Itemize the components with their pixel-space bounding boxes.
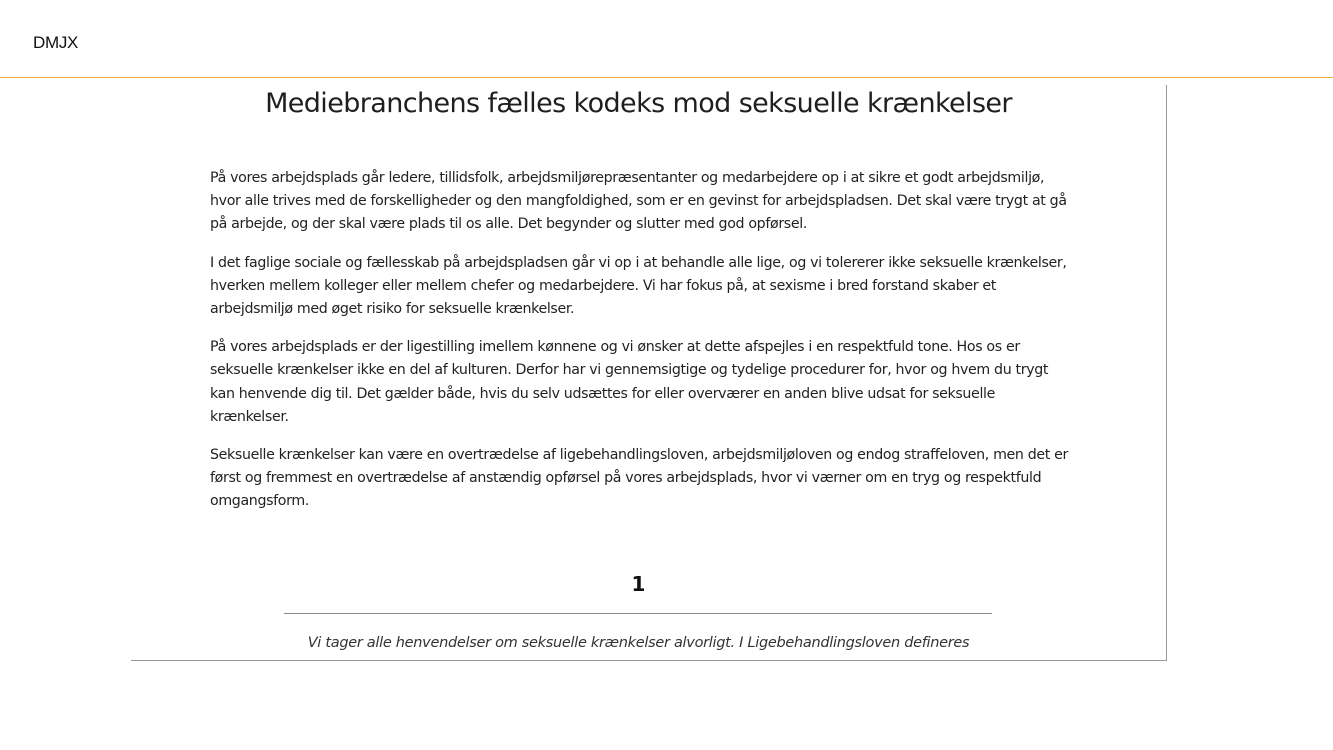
document-body <box>210 167 1070 529</box>
footnote-divider <box>284 613 992 614</box>
paragraph: I det faglige sociale og fællesskab på arbejdspladsen går vi op i at behandle alle lige, og vi tolererer ikke seksuelle krænkelser, hverken mellem kolleger eller mellem chefer og medarbejdere. Vi har fokus på, at sexisme i bred forstand skaber et arbejdsmiljø med øget risiko for seksuelle krænkelser. <box>210 254 1067 318</box>
paragraph: Seksuelle krænkelser kan være en overtrædelse af ligebehandlingsloven, arbejdsmiljøloven og endog straffeloven, men det er først og fremmest en overtrædelse af anstændig opførsel på vores arbejdsplads, hvor vi værner om en tryg og respektfuld omgangsform. <box>210 447 1068 510</box>
page-bottom-edge <box>131 660 1167 661</box>
dmjx-logo[interactable]: DMJX <box>33 33 79 52</box>
footnote-text: Vi tager alle henvendelser om seksuelle krænkelser alvorligt. I Ligebehandlingsloven defineres <box>307 635 970 651</box>
section-number: 1 <box>631 572 646 596</box>
paragraph: På vores arbejdsplads er der ligestilling imellem kønnene og vi ønsker at dette afspejles i en respektfuld tone. Hos os er seksuelle krænkelser ikke en del af kulturen. Derfor har vi gennemsigtige og tydelige procedurer for, hvor og hvem du trygt kan henvende dig til. Det gælder både, hvis du selv udsættes for eller overværer en anden blive udsat for seksuelle krænkelser. <box>210 339 1049 425</box>
document-page <box>0 78 1333 750</box>
paragraph: På vores arbejdsplads går ledere, tillidsfolk, arbejdsmiljørepræsentanter og medarbejdere op i at sikre et godt arbejdsmiljø, hvor alle trives med de forskelligheder og den mangfoldighed, som er en gevinst for arbejdspladsen. Det skal være trygt at gå på arbejde, og der skal være plads til os alle. Det begynder og slutter med god opførsel. <box>210 170 1067 233</box>
document-title: Mediebranchens fælles kodeks mod seksuelle krænkelser <box>265 88 1012 119</box>
